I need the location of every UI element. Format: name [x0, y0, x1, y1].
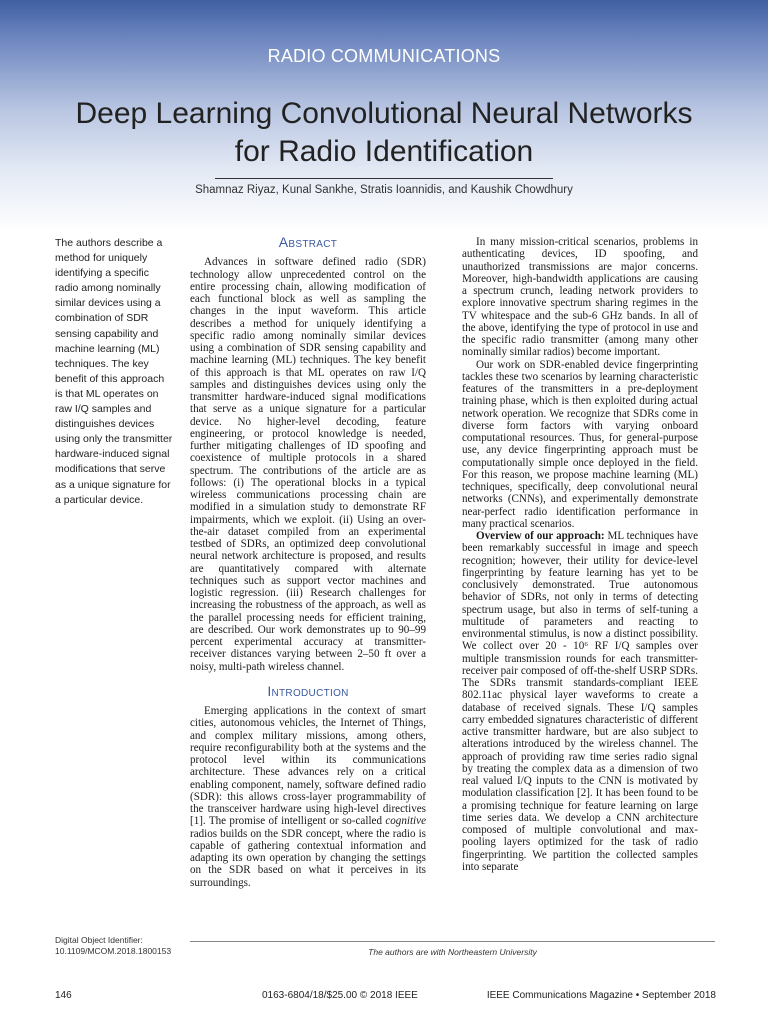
column-right: [462, 236, 698, 873]
author-list: Shamnaz Riyaz, Kunal Sankhe, Stratis Ioannidis, and Kaushik Chowdhury: [195, 184, 573, 196]
intro-paragraph-1: [190, 705, 426, 889]
page-number: 146: [55, 990, 72, 1001]
overview-paragraph: [462, 530, 698, 873]
abstract-text: Advances in software defined radio (SDR) technology allow unprecedented control on the entire processing chain, allowing modification of each functional block as well as sampling the changes in the input waveform. This article describes a method for uniquely identifying a specific radio among nominally similar devices using a combination of SDR sensing capability and machine learning (ML) techniques. The key benefit of this approach is that ML operates on raw I/Q samples and distinguishes devices using only the transmitter hardware-induced signal modifications that serve as a unique signature for a particular device. No higher-level decoding, feature engineering, or protocol knowledge is needed, further mitigating challenges of ID spoofing and coexistence of multiple protocols in a shared spectrum. The contributions of the article are as follows: (i) The operational blocks in a typical wireless communications processing chain are modified in a simulation study to demonstrate RF impairments, which we exploit. (ii) Using an over-the-air dataset compiled from an experimental testbed of SDRs, an optimized deep convolutional neural network architecture is proposed, and results are quantitatively compared with alternate techniques such as support vector machines and logistic regression. (iii) Research challenges for increasing the robustness of the approach, as well as the parallel processing needs for efficient training, are described. Our work demonstrates up to 90–99 percent experimental accuracy at transmitter-receiver distances varying between 2–50 ft over a noisy, multi-path wireless channel.: [190, 256, 426, 673]
sidebar-summary: The authors describe a method for uniquely identifying a specific radio among nominally similar devices using a combination of SDR sensing capability and machine learning (ML) techniques. The key benefit of this approach is that ML operates on raw I/Q samples and distinguishes devices using only the transmitter hardware-induced signal modifications that serve as a unique signature for a particular device.: [55, 237, 173, 506]
introduction-heading: Introduction: [267, 682, 349, 699]
intro-p1-emphasis: cognitive: [385, 815, 426, 828]
intro-p1-start: Emerging applications in the context of smart cities, autonomous vehicles, the Internet of Things, and complex military missions, among others, require reconfigurability both at the systems and the protocol level within its communications architecture. These advances rely on a critical enabling component, namely, software defined radio (SDR): this allows cross-layer programmability of the transceiver hardware using high-level directives [1]. The promise of intelligent or so-called: [190, 705, 426, 828]
doi-text: Digital Object Identifier: 10.1109/MCOM.2018.1800153: [55, 935, 172, 956]
doi-note: [55, 935, 171, 957]
overview-lead: Overview of our approach:: [476, 530, 605, 542]
intro-p1-end: radios builds on the SDR concept, where the radio is capable of gathering contextual information and adapting its own operation by changing the settings on the SDR based on what it perceives in its surroundings.: [190, 827, 426, 889]
column-left: [190, 236, 426, 889]
article-title: Deep Learning Convolutional Neural Networks for Radio Identification: [75, 97, 693, 168]
footnote-rule: [190, 941, 715, 942]
section-label: RADIO COMMUNICATIONS: [267, 46, 501, 66]
affiliation-note: The authors are with Northeastern University: [368, 947, 537, 957]
intro-paragraph-3: Our work on SDR-enabled device fingerprinting tackles these two scenarios by learning characteristic features of the transmitters in a pre-deployment training phase, which is then exploited during actual network operation. We recognize that SDRs come in diverse form factors with varying onboard computational resources. Thus, for general-purpose use, any device fingerprinting approach must be computationally simple once deployed in the field. For this reason, we propose machine learning (ML) techniques, specifically, deep convolutional neural networks (CNNs), and experimentally demonstrate near-perfect radio identification performance in many practical scenarios.: [462, 358, 698, 530]
title-rule: [215, 178, 553, 179]
overview-text: ML techniques have been remarkably successful in image and speech recognition; however, their utility for device-level fingerprinting by feature learning has yet to be conclusively demonstrated. True autonomous behavior of SDRs, not only in terms of detecting spectrum usage, but also in terms of self-tuning a multitude of parameters and reacting to environmental stimulus, is now a distinct possibility. We collect over 20 - 10⁶ RF I/Q samples over multiple transmission rounds for each transmitter-receiver pair composed of off-the-shelf USRP SDRs. The SDRs transmit standards-compliant IEEE 802.11ac physical layer waveforms to create a database of received signals. These I/Q samples carry embedded signatures characteristic of different active transmitter hardware, but are also subject to alterations introduced by the wireless channel. The approach of providing raw time series radio signal by treating the complex data as a dimension of two real valued I/Q inputs to the CNN is motivated by modulation classification [2]. It has been found to be a promising technique for feature learning on large time series data. We develop a CNN architecture composed of multiple convolutional and max-pooling layers optimized for the task of radio fingerprinting. We partition the collected samples into separate: [462, 530, 698, 873]
issn-copyright: 0163-6804/18/$25.00 © 2018 IEEE: [262, 990, 418, 1001]
abstract-heading: Abstract: [278, 234, 338, 250]
journal-info: IEEE Communications Magazine • September 2018: [486, 990, 716, 1001]
intro-paragraph-2: In many mission-critical scenarios, problems in authenticating devices, ID spoofing, and unauthorized transmissions are major concerns. Moreover, high-bandwidth applications are causing a spectrum crunch, leading network providers to explore innovative spectrum sharing regimes in the TV whitespace and the sub-6 GHz bands. In all of the above, identifying the type of protocol in use and the specific radio transmitter (among many other nominally similar radios) become important.: [462, 236, 698, 359]
